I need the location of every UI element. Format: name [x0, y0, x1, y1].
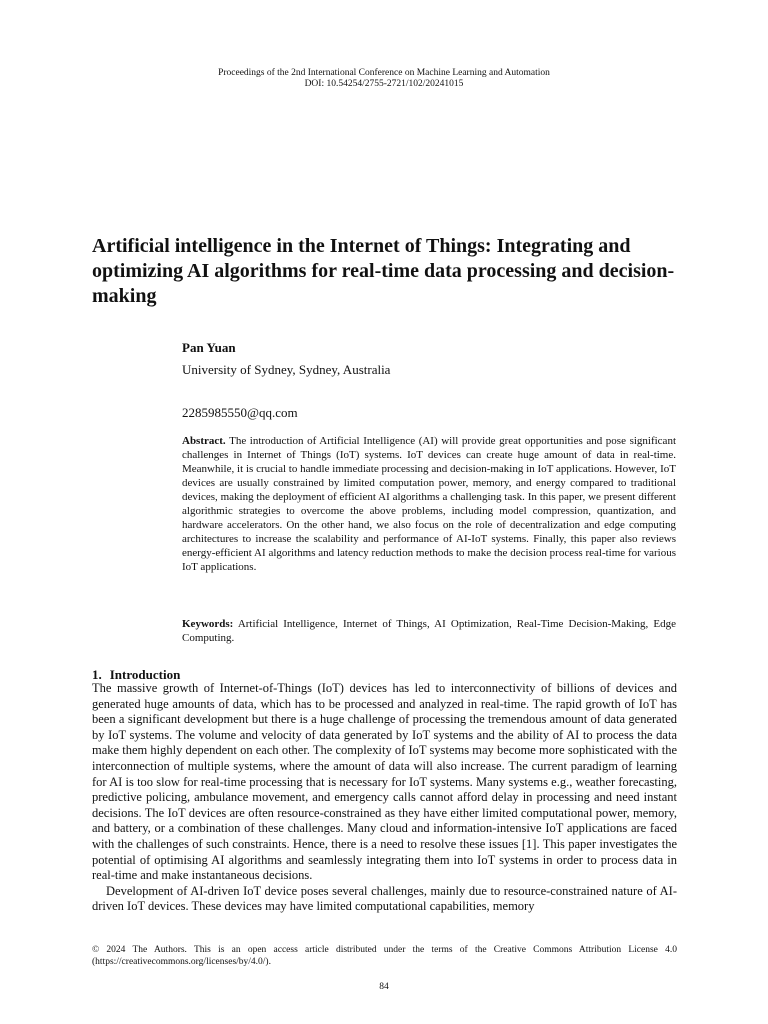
section-title: Introduction [109, 667, 181, 682]
page-number: 84 [379, 982, 389, 992]
paper-title: Artificial intelligence in the Internet of Things: Integrating and optimizing AI algorithms for real-time data processing and decision-making [92, 235, 675, 307]
running-header-conference: Proceedings of the 2nd International Conference on Machine Learning and Automation [218, 68, 550, 78]
author-email: 2285985550@qq.com [182, 405, 298, 420]
keywords [182, 617, 676, 645]
abstract [182, 434, 676, 574]
section-number: 1. [92, 667, 102, 682]
paragraph: Development of AI-driven IoT device poses several challenges, mainly due to resource-constrained nature of AI-driven IoT devices. These devices may have limited computational capabilities, memory [92, 883, 677, 914]
author-affiliation: University of Sydney, Sydney, Australia [182, 362, 391, 377]
keywords-text: Artificial Intelligence, Internet of Things, AI Optimization, Real-Time Decision-Making, Edge Computing. [182, 618, 676, 644]
license-footnote: © 2024 The Authors. This is an open access article distributed under the terms of the Creative Commons Attribution License 4.0 (https://creativecommons.org/licenses/by/4.0/). [92, 945, 677, 967]
section-body [92, 681, 677, 915]
abstract-label: Abstract. [182, 435, 226, 447]
author-name: Pan Yuan [182, 340, 236, 355]
abstract-text: The introduction of Artificial Intelligence (AI) will provide great opportunities and pose significant challenges in Internet of Things (IoT) systems. IoT devices can create huge amount of data in real-time. Meanwhile, it is crucial to handle immediate processing and decision-making in IoT applications. However, IoT devices are usually constrained by limited computation power, memory, and energy compared to traditional devices, making the deployment of efficient AI algorithms a challenging task. In this paper, we present different algorithmic strategies to overcome the above problems, including model compression, quantization, and hardware accelerators. On the other hand, we also focus on the role of decentralization and edge computing architectures to increase the scalability and performance of AI-IoT systems. Finally, this paper also reviews energy-efficient AI algorithms and latency reduction methods to make the decision process real-time for various IoT applications. [182, 435, 676, 573]
paragraph: The massive growth of Internet-of-Things (IoT) devices has led to interconnectivity of billions of devices and generated huge amounts of data, which has to be processed and analyzed in real-time. The rapid growth of IoT has been a significant development but there is a huge challenge of processing the tremendous amount of data generated by IoT systems. The volume and velocity of data generated by IoT systems and the ability of AI to process the data make them highly dependent on each other. The complexity of IoT systems may become more sophisticated with the interconnection of multiple systems, where the amount of data will also increase. The current paradigm of learning for AI is too slow for real-time processing that is necessary for IoT systems. Many systems e.g., weather forecasting, predictive policing, ambulance movement, and emergency calls cannot afford delay in processing and need instant decisions. The IoT devices are often resource-constrained as they have either limited computational power, memory, and battery, or a combination of these challenges. Many cloud and information-intensive IoT applications are faced with the challenges of such constraints. Hence, there is a need to resolve these issues [1]. This paper investigates the potential of optimising AI algorithms and seamlessly integrating them into IoT systems in order to process data in real-time and make instantaneous decisions. [92, 681, 677, 883]
running-header-doi: DOI: 10.54254/2755-2721/102/20241015 [304, 79, 464, 89]
keywords-label: Keywords: [182, 618, 234, 630]
